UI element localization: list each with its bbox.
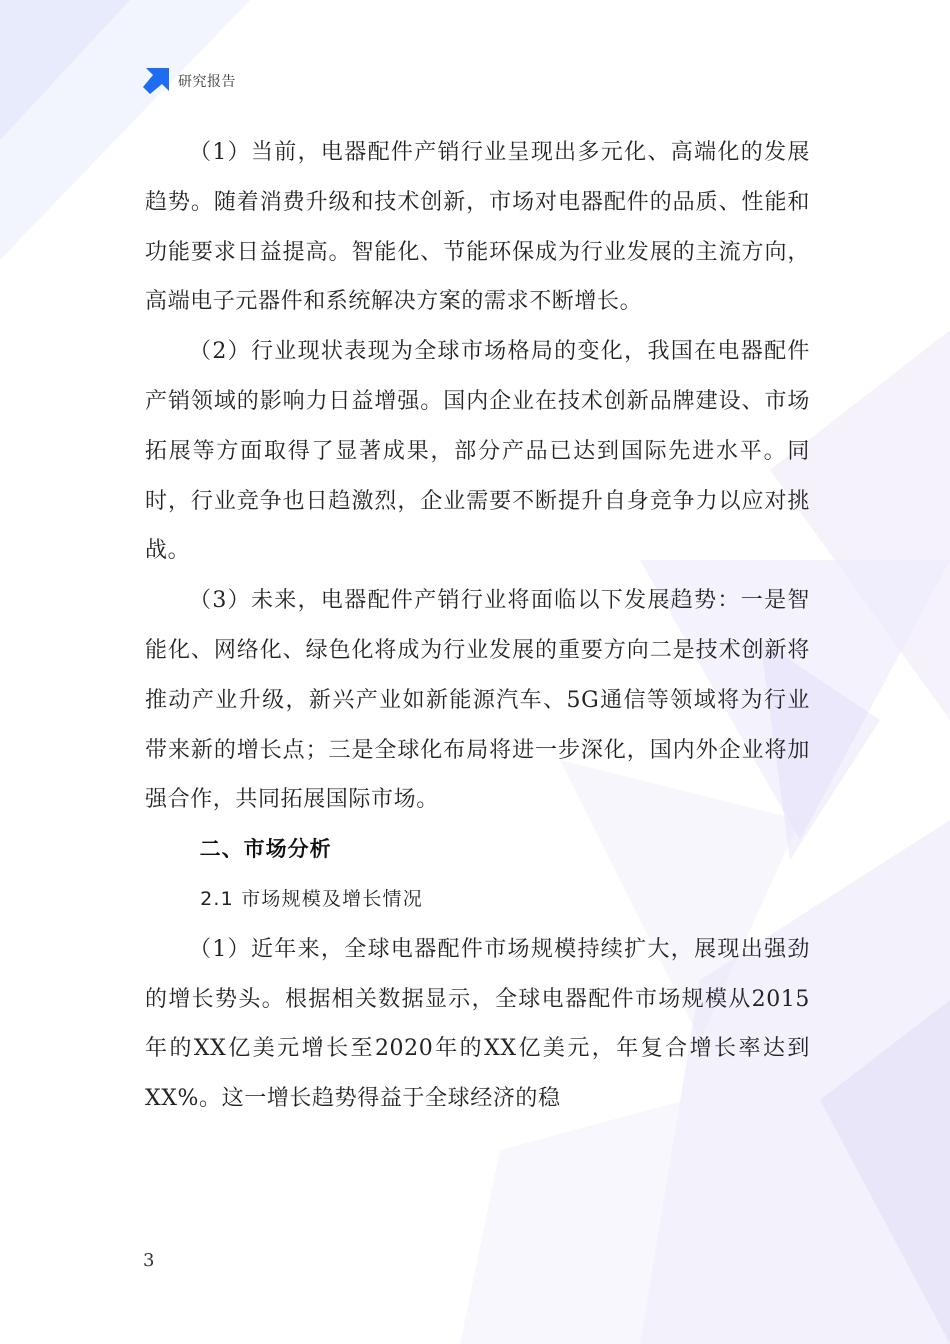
paragraph-1: （1）当前，电器配件产销行业呈现出多元化、高端化的发展趋势。随着消费升级和技术创新，市场对电器配件的品质、性能和功能要求日益提高。智能化、节能环保成为行业发展的主流方向，高端电子元器件和系统解决方案的需求不断增长。 — [145, 140, 810, 315]
header-label: 研究报告 — [178, 74, 236, 90]
paragraph-4: （1）近年来，全球电器配件市场规模持续扩大，展现出强劲的增长势头。根据相关数据显示，全球电器配件市场规模从2015年的XX亿美元增长至2020年的XX亿美元，年复合增长率达到XX%。这一增长趋势得益于全球经济的稳 — [145, 936, 810, 1112]
arrow-up-right-icon — [143, 68, 169, 94]
paragraph-2: （2）行业现状表现为全球市场格局的变化，我国在电器配件产销领域的影响力日益增强。国内企业在技术创新品牌建设、市场拓展等方面取得了显著成果，部分产品已达到国际先进水平。同时，行业竞争也日趋激烈，企业需要不断提升自身竞争力以应对挑战。 — [145, 339, 810, 564]
paragraph-3: （3）未来，电器配件产销行业将面临以下发展趋势：一是智能化、网络化、绿色化将成为行业发展的重要方向二是技术创新将推动产业升级，新兴产业如新能源汽车、5G通信等领域将为行业带来新的增长点；三是全球化布局将进一步深化，国内外企业将加强合作，共同拓展国际市场。 — [145, 588, 810, 813]
section-heading: 二、市场分析 — [199, 837, 332, 862]
subsection-heading: 2.1 市场规模及增长情况 — [200, 887, 423, 910]
page-number: 3 — [143, 1250, 155, 1271]
report-header — [143, 68, 236, 94]
document-body — [145, 128, 810, 1124]
